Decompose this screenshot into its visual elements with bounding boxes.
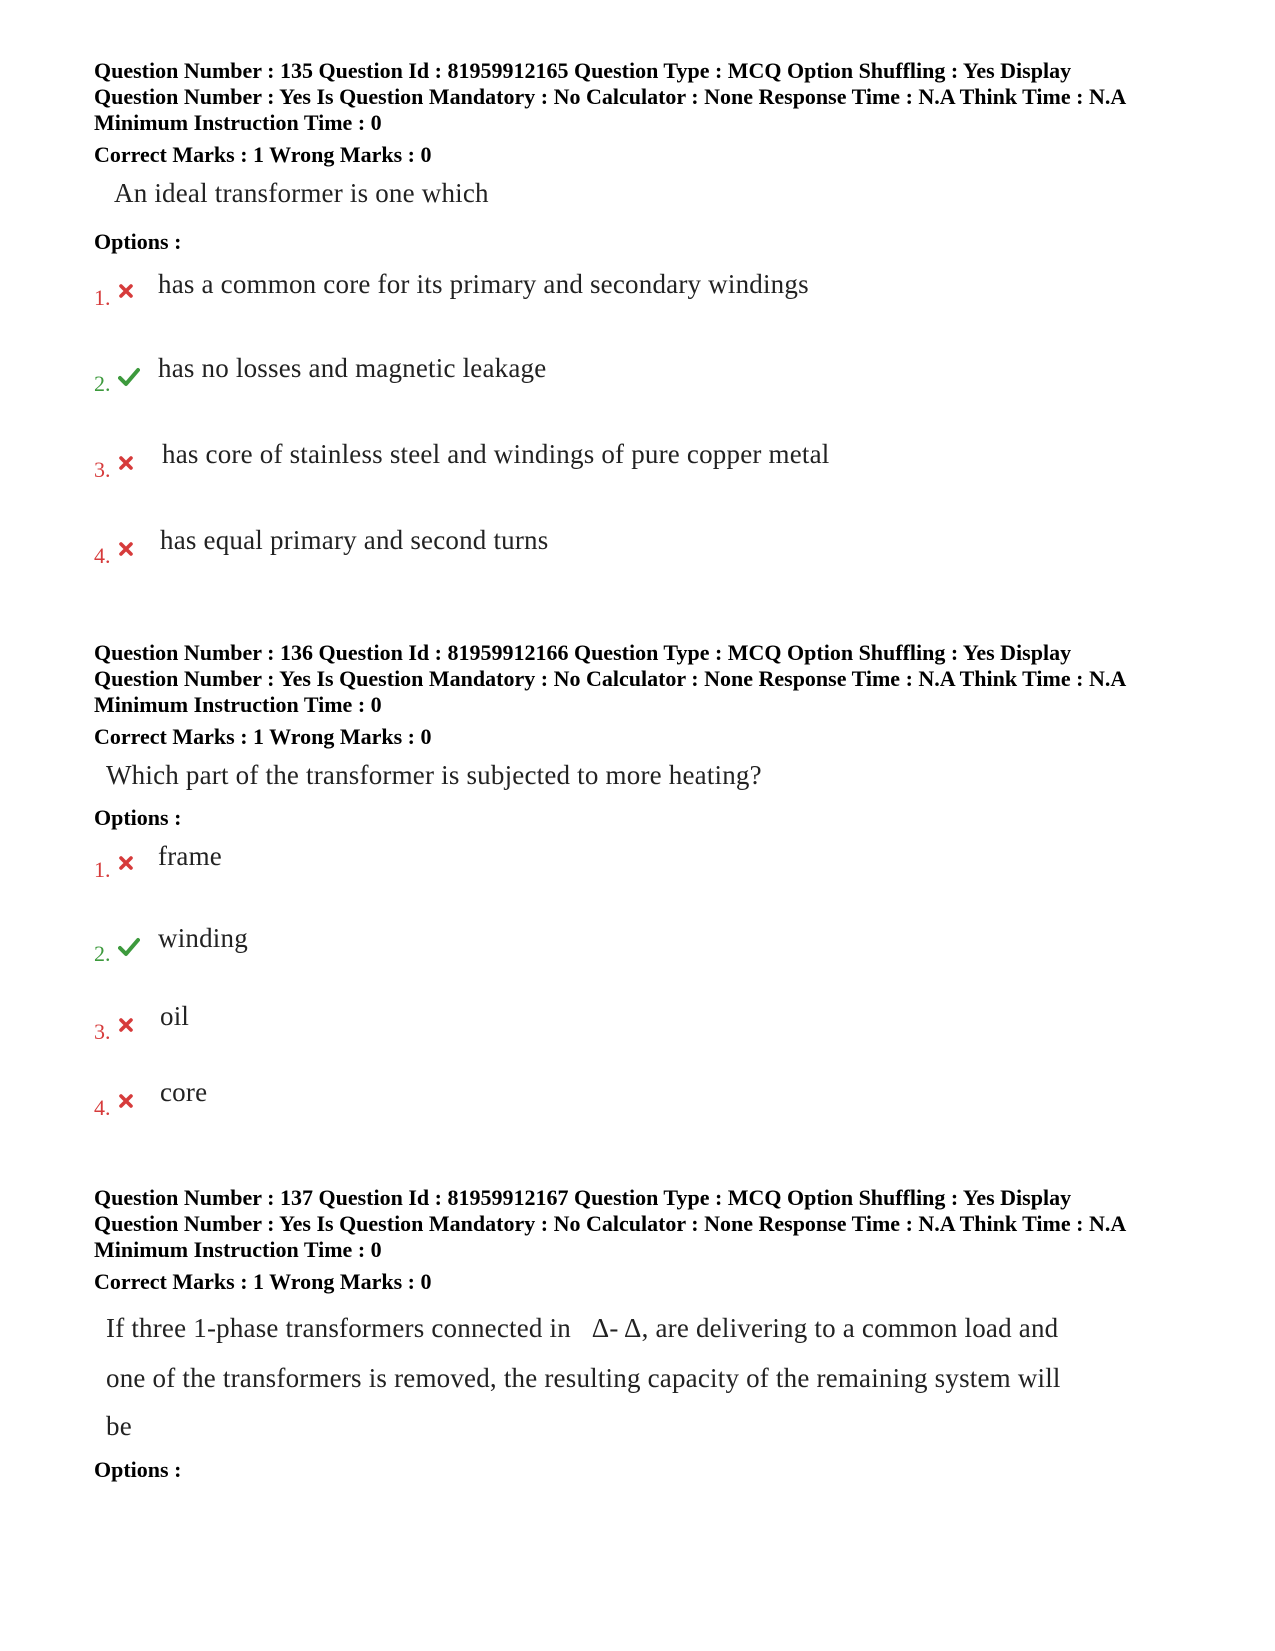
cross-icon [118,855,140,877]
question-marks: Correct Marks : 1 Wrong Marks : 0 [94,1269,432,1294]
question-text [106,1303,1194,1449]
question-meta-line2: Question Number : Yes Is Question Mandatory : No Calculator : None Response Time : N.A Think Time : N.A [94,1211,1127,1236]
question-text: An ideal transformer is one which [114,178,489,208]
cross-icon [118,455,140,477]
cross-icon [118,541,140,563]
option-number: 2. [94,371,111,396]
option-number: 4. [94,543,111,568]
question-meta-line3: Minimum Instruction Time : 0 [94,110,382,135]
question-text: Which part of the transformer is subjected to more heating? [106,760,762,790]
option-text: winding [158,923,248,953]
question-136 [94,640,1194,1149]
options-label: Options : [94,229,182,254]
check-icon [118,937,140,959]
option-4 [94,525,1194,609]
check-icon [118,367,140,389]
option-text: oil [160,1001,190,1031]
question-meta-line3: Minimum Instruction Time : 0 [94,692,382,717]
option-text: has equal primary and second turns [160,525,549,555]
option-1 [94,841,1194,923]
question-text-line: be [106,1411,132,1441]
question-text-line: If three 1-phase transformers connected in Δ- Δ, are delivering to a common load and [106,1313,1059,1343]
question-meta-line1: Question Number : 137 Question Id : 81959912167 Question Type : MCQ Option Shuffling : Yes Display [94,1185,1072,1210]
question-137 [94,1185,1194,1483]
cross-icon [118,1017,140,1039]
option-3 [94,1003,1194,1079]
option-number: 4. [94,1095,111,1120]
option-number: 1. [94,857,111,882]
question-meta-line3: Minimum Instruction Time : 0 [94,1237,382,1262]
option-3 [94,439,1194,529]
question-marks: Correct Marks : 1 Wrong Marks : 0 [94,142,432,167]
option-text: core [160,1077,208,1107]
option-number: 3. [94,1019,111,1044]
question-meta-line2: Question Number : Yes Is Question Mandatory : No Calculator : None Response Time : N.A Think Time : N.A [94,666,1127,691]
question-meta-line2: Question Number : Yes Is Question Mandatory : No Calculator : None Response Time : N.A Think Time : N.A [94,84,1127,109]
option-text: has no losses and magnetic leakage [158,353,547,383]
options-label: Options : [94,1457,182,1482]
question-135 [94,58,1194,609]
cross-icon [118,1093,140,1115]
question-marks: Correct Marks : 1 Wrong Marks : 0 [94,724,432,749]
option-number: 1. [94,285,111,310]
question-meta-line1: Question Number : 136 Question Id : 81959912166 Question Type : MCQ Option Shuffling : Yes Display [94,640,1072,665]
question-meta-line1: Question Number : 135 Question Id : 81959912165 Question Type : MCQ Option Shuffling : Yes Display [94,58,1072,83]
question-text-line: one of the transformers is removed, the resulting capacity of the remaining system will [106,1363,1061,1393]
option-text: has core of stainless steel and windings of pure copper metal [162,439,830,469]
option-2 [94,923,1194,1003]
option-1 [94,269,1194,353]
option-text: has a common core for its primary and secondary windings [158,269,809,299]
option-number: 2. [94,941,111,966]
option-2 [94,353,1194,439]
options-label: Options : [94,805,182,830]
option-text: frame [158,841,222,871]
option-number: 3. [94,457,111,482]
option-4 [94,1079,1194,1149]
cross-icon [118,283,140,305]
